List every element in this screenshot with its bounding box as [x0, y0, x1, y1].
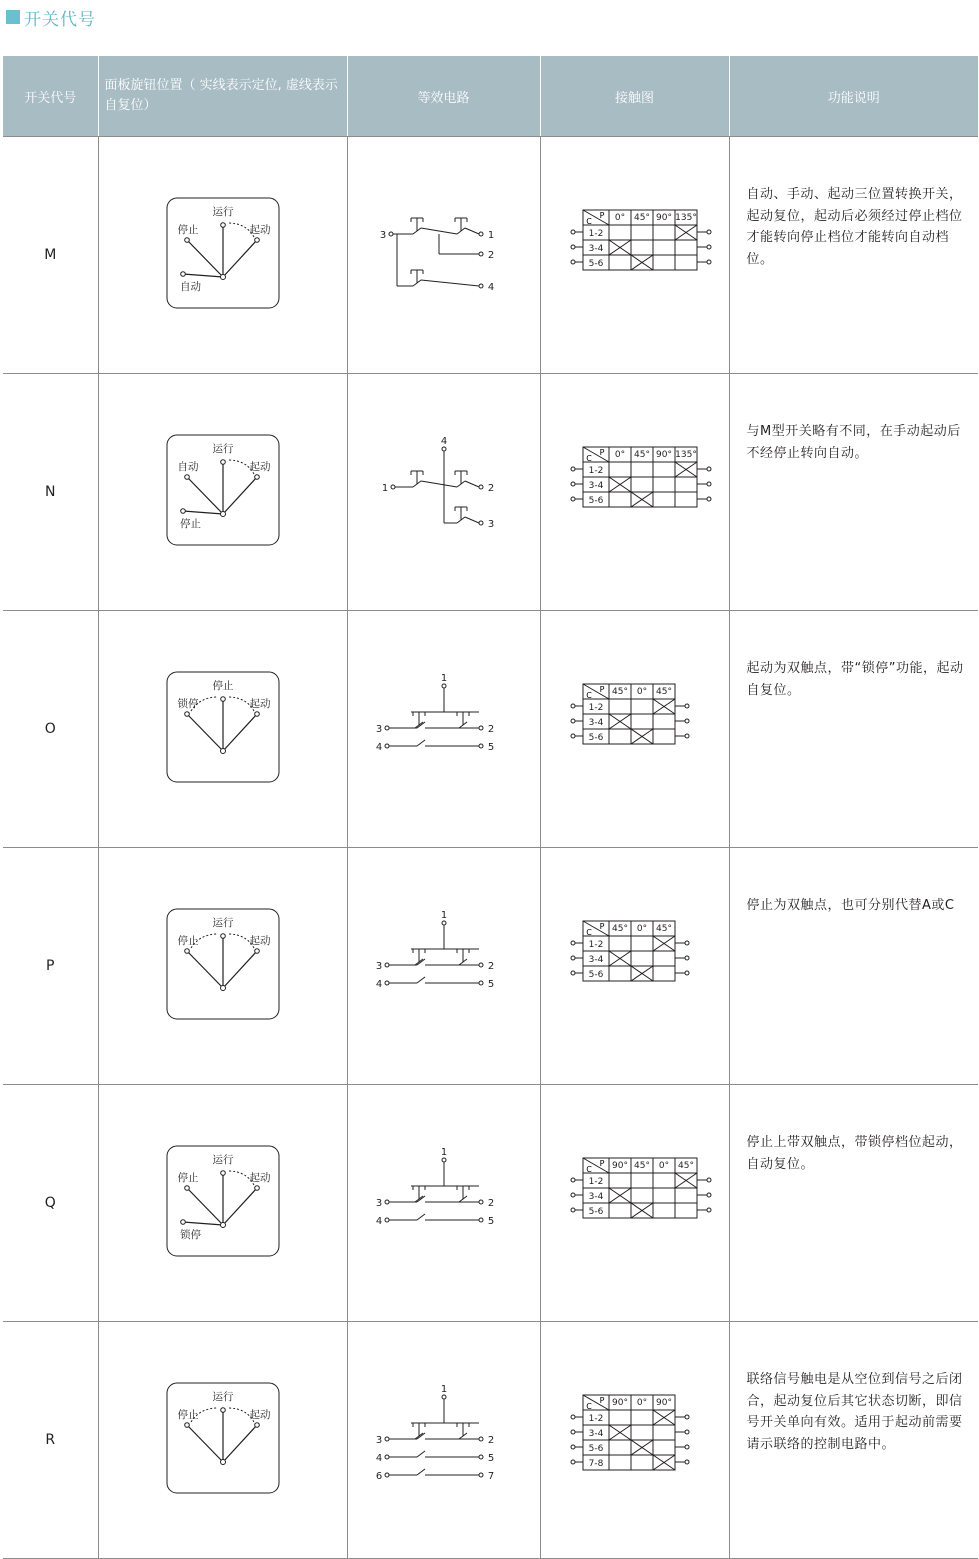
panel-cell [98, 374, 347, 611]
table-row [3, 137, 978, 374]
terminal-label: 1 [440, 673, 447, 684]
knob-label: 起动 [249, 935, 270, 947]
terminal-label: 4 [375, 742, 382, 753]
knob-label: 运行 [212, 206, 233, 218]
contact-label: 3-4 [588, 1429, 604, 1439]
equivalent-circuit [369, 435, 519, 545]
switch-code: Q [3, 1085, 98, 1322]
equivalent-circuit [369, 198, 519, 308]
function-description: 自动、手动、起动三位置转换开关，起动复位，起动后必须经过停止档位才能转向停止档位才能转向自动档位。 [729, 137, 978, 374]
terminal-label: 3 [379, 230, 386, 241]
angle-label: 90° [656, 1398, 672, 1408]
svg-text:C: C [586, 217, 592, 226]
circuit-cell [347, 611, 540, 848]
knob-label: 起动 [249, 461, 270, 473]
contact-label: 1-2 [588, 466, 604, 476]
knob-label: 停止 [177, 1409, 198, 1421]
panel-cell [98, 137, 347, 374]
terminal-label: 2 [487, 724, 494, 735]
equivalent-circuit [369, 1146, 519, 1256]
angle-label: 45° [634, 1161, 650, 1171]
terminal-label: 4 [375, 979, 382, 990]
terminal-label: 4 [487, 282, 494, 293]
terminal-label: 2 [487, 483, 494, 494]
angle-label: 135° [675, 213, 697, 223]
switch-code: R [3, 1322, 98, 1559]
switch-code: N [3, 374, 98, 611]
contact-label: 5-6 [588, 970, 604, 980]
knob-label: 锁停 [177, 698, 198, 710]
contact-diagram [547, 909, 722, 1019]
contact-diagram [547, 198, 722, 308]
terminal-label: 2 [487, 961, 494, 972]
angle-label: 45° [612, 924, 628, 934]
contact-label: 5-6 [588, 496, 604, 506]
terminal-label: 7 [487, 1471, 494, 1482]
svg-text:P: P [599, 1396, 605, 1405]
table-row [3, 848, 978, 1085]
contact-label: 1-2 [588, 703, 604, 713]
svg-text:P: P [599, 922, 605, 931]
angle-label: 0° [636, 687, 648, 697]
panel-knob-diagram [166, 1145, 280, 1257]
terminal-label: 2 [487, 1198, 494, 1209]
angle-label: 0° [636, 1398, 648, 1408]
table-header-row [3, 56, 978, 137]
header-contact: 接触图 [540, 56, 729, 137]
header-circuit: 等效电路 [347, 56, 540, 137]
contact-cell [540, 611, 729, 848]
knob-label: 停止 [212, 680, 233, 692]
switch-code-table [3, 56, 978, 1559]
svg-text:C: C [586, 928, 592, 937]
section-title: 开关代号 [6, 6, 96, 28]
circuit-cell [347, 374, 540, 611]
angle-label: 45° [612, 687, 628, 697]
svg-text:C: C [586, 691, 592, 700]
contact-cell [540, 848, 729, 1085]
knob-label: 自动 [177, 461, 198, 473]
angle-label: 90° [656, 450, 672, 460]
contact-label: 1-2 [588, 1414, 604, 1424]
terminal-label: 1 [487, 230, 494, 241]
knob-label: 运行 [212, 1391, 233, 1403]
terminal-label: 3 [487, 519, 494, 530]
contact-diagram [547, 1146, 722, 1256]
contact-label: 5-6 [588, 1207, 604, 1217]
contact-label: 3-4 [588, 244, 604, 254]
terminal-label: 3 [375, 1198, 382, 1209]
function-description: 停止上带双触点，带锁停档位起动，自动复位。 [729, 1085, 978, 1322]
knob-label: 运行 [212, 917, 233, 929]
knob-label: 运行 [212, 1154, 233, 1166]
function-description: 联络信号触电是从空位到信号之后闭合，起动复位后其它状态切断，即信号开关单向有效。适用于起动前需要请示联络的控制电路中。 [729, 1322, 978, 1559]
terminal-label: 3 [375, 724, 382, 735]
angle-label: 0° [636, 924, 648, 934]
contact-label: 3-4 [588, 955, 604, 965]
terminal-label: 6 [375, 1471, 382, 1482]
angle-label: 90° [612, 1161, 628, 1171]
svg-text:P: P [599, 211, 605, 220]
knob-label: 停止 [177, 1172, 198, 1184]
svg-text:C: C [586, 1402, 592, 1411]
header-code: 开关代号 [3, 56, 98, 137]
terminal-label: 5 [487, 1216, 494, 1227]
svg-text:P: P [599, 685, 605, 694]
contact-diagram [547, 435, 722, 545]
svg-text:P: P [599, 448, 605, 457]
terminal-label: 4 [440, 436, 447, 447]
contact-label: 3-4 [588, 481, 604, 491]
contact-label: 7-8 [588, 1459, 604, 1469]
function-description: 起动为双触点，带“锁停”功能，起动自复位。 [729, 611, 978, 848]
angle-label: 0° [614, 213, 626, 223]
table-row [3, 1322, 978, 1559]
knob-label: 自动 [179, 281, 201, 293]
knob-label: 停止 [179, 518, 201, 530]
function-description: 停止为双触点，也可分别代替A或C [729, 848, 978, 1085]
switch-code: M [3, 137, 98, 374]
angle-label: 90° [656, 213, 672, 223]
terminal-label: 2 [487, 250, 494, 261]
contact-diagram [547, 672, 722, 782]
knob-label: 停止 [177, 935, 198, 947]
knob-label: 停止 [177, 224, 198, 236]
knob-label: 起动 [249, 1172, 270, 1184]
panel-knob-diagram [166, 671, 280, 783]
panel-knob-diagram [166, 197, 280, 309]
contact-label: 1-2 [588, 229, 604, 239]
equivalent-circuit [369, 672, 519, 782]
circuit-cell [347, 1085, 540, 1322]
contact-label: 3-4 [588, 1192, 604, 1202]
panel-cell [98, 1085, 347, 1322]
terminal-label: 2 [487, 1435, 494, 1446]
knob-label: 起动 [249, 224, 270, 236]
panel-cell [98, 848, 347, 1085]
svg-text:P: P [599, 1159, 605, 1168]
panel-knob-diagram [166, 1382, 280, 1494]
table-row [3, 374, 978, 611]
angle-label: 45° [656, 924, 672, 934]
header-panel: 面板旋钮位置（ 实线表示定位, 虚线表示自复位） [98, 56, 347, 137]
equivalent-circuit [369, 909, 519, 1019]
svg-text:C: C [586, 454, 592, 463]
contact-label: 1-2 [588, 1177, 604, 1187]
contact-cell [540, 1322, 729, 1559]
angle-label: 45° [656, 687, 672, 697]
terminal-label: 1 [440, 1147, 447, 1158]
circuit-cell [347, 137, 540, 374]
contact-cell [540, 374, 729, 611]
panel-knob-diagram [166, 434, 280, 546]
contact-cell [540, 137, 729, 374]
function-description: 与M型开关略有不同，在手动起动后不经停止转向自动。 [729, 374, 978, 611]
terminal-label: 4 [375, 1453, 382, 1464]
knob-label: 运行 [212, 443, 233, 455]
angle-label: 0° [614, 450, 626, 460]
panel-cell [98, 1322, 347, 1559]
contact-label: 5-6 [588, 1444, 604, 1454]
switch-code: O [3, 611, 98, 848]
angle-label: 45° [678, 1161, 694, 1171]
terminal-label: 5 [487, 742, 494, 753]
terminal-label: 1 [381, 483, 388, 494]
svg-text:C: C [586, 1165, 592, 1174]
title-square-icon [6, 10, 20, 24]
contact-label: 3-4 [588, 718, 604, 728]
angle-label: 0° [658, 1161, 670, 1171]
terminal-label: 3 [375, 1435, 382, 1446]
knob-label: 锁停 [179, 1229, 201, 1241]
contact-label: 1-2 [588, 940, 604, 950]
terminal-label: 1 [440, 910, 447, 921]
header-function: 功能说明 [729, 56, 978, 137]
angle-label: 90° [612, 1398, 628, 1408]
knob-label: 起动 [249, 698, 270, 710]
terminal-label: 1 [440, 1384, 447, 1395]
terminal-label: 3 [375, 961, 382, 972]
equivalent-circuit [369, 1383, 519, 1493]
table-row [3, 1085, 978, 1322]
terminal-label: 5 [487, 1453, 494, 1464]
switch-code: P [3, 848, 98, 1085]
panel-cell [98, 611, 347, 848]
angle-label: 45° [634, 450, 650, 460]
angle-label: 135° [675, 450, 697, 460]
contact-diagram [547, 1383, 722, 1493]
circuit-cell [347, 848, 540, 1085]
contact-cell [540, 1085, 729, 1322]
terminal-label: 4 [375, 1216, 382, 1227]
contact-label: 5-6 [588, 259, 604, 269]
knob-label: 起动 [249, 1409, 270, 1421]
panel-knob-diagram [166, 908, 280, 1020]
angle-label: 45° [634, 213, 650, 223]
terminal-label: 5 [487, 979, 494, 990]
circuit-cell [347, 1322, 540, 1559]
contact-label: 5-6 [588, 733, 604, 743]
table-row [3, 611, 978, 848]
